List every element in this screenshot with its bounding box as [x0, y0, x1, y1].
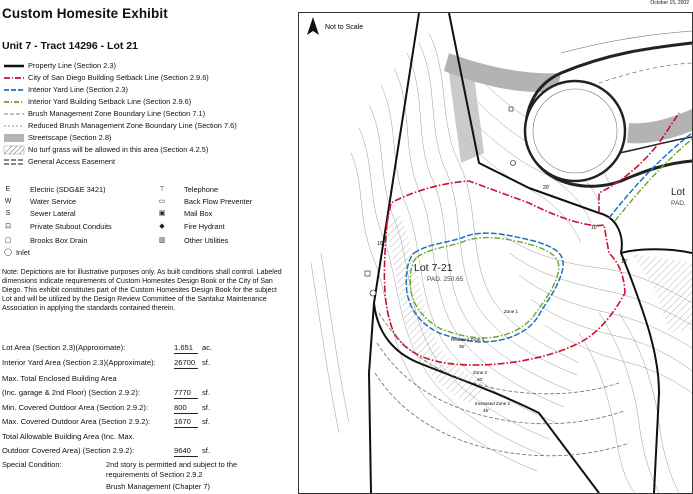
utility-label: Electric (SDG&E 3421): [30, 185, 106, 194]
stat-unit: ac.: [202, 343, 213, 352]
stat-max-enclosed: [2, 387, 211, 399]
utility-label: Other Utilities: [184, 236, 229, 245]
increased-zone-label: Increased Zone 2: [475, 401, 511, 406]
other-utilities-icon: ▥: [158, 237, 166, 244]
stat-value: 800: [174, 402, 198, 414]
zone-2-label: Zone 2: [473, 370, 488, 375]
stat-max-enclosed-heading: [2, 373, 117, 385]
stat-label: Max. Total Enclosed Building Area: [2, 374, 117, 383]
site-plan-map: [298, 12, 693, 494]
drain-icon: ▢: [4, 237, 12, 244]
special-condition-label: Special Condition:: [2, 460, 62, 469]
stat-unit: sf.: [202, 403, 211, 412]
legend-label: City of San Diego Building Setback Line (Section 2.9.6): [28, 73, 209, 82]
water-icon: W: [4, 198, 12, 205]
stat-unit: sf.: [202, 446, 211, 455]
stat-lot-area: [2, 342, 213, 354]
setback-dim-label: 10': [591, 225, 598, 231]
stat-yard-area: [2, 357, 211, 369]
legend-label: Interior Yard Line (Section 2.3): [28, 85, 128, 94]
hydrant-icon: ◆: [159, 223, 165, 230]
stat-label: (Inc. garage & 2nd Floor) (Section 2.9.2):: [2, 388, 141, 397]
conduit-icon: ⊡: [5, 223, 11, 230]
stat-label: Max. Covered Outdoor Area (Section 2.9.2):: [2, 417, 151, 426]
neighbor-lot-label: Lot: [671, 187, 685, 198]
stat-total-heading: [2, 431, 135, 443]
stat-max-covered: [2, 416, 211, 428]
no-turf-areas: [385, 213, 692, 403]
legend-panel: [0, 0, 293, 494]
legend-label: Property Line (Section 2.3): [28, 61, 116, 70]
stat-min-covered: [2, 402, 211, 414]
legend-label: General Access Easement: [28, 157, 116, 166]
stat-label: Min. Covered Outdoor Area (Section 2.9.2):: [2, 403, 149, 412]
legend-label: Streetscape (Section 2.8): [28, 133, 112, 142]
special-condition-text: 2nd story is permitted and subject to the requirements of Section 2.9.2: [106, 460, 238, 479]
legend-label: No turf grass will be allowed in this area (Section 4.2.5): [28, 145, 209, 154]
stat-total-allowable: [2, 445, 211, 457]
setback-dim-label: 20': [543, 185, 550, 191]
stat-value: 26700: [174, 357, 198, 369]
utility-label: Sewer Lateral: [30, 209, 76, 218]
zone-1-label: Zone 1: [504, 309, 519, 314]
neighbor-pad-label: PAD.: [671, 200, 686, 207]
utility-label: Fire Hydrant: [184, 222, 225, 231]
site-plan-drawing: [299, 13, 692, 493]
electric-icon: E: [5, 186, 11, 193]
utility-label: Back Flow Preventer: [184, 197, 253, 206]
reduced-zone-label: Reduced Zone 1: [451, 337, 485, 342]
setback-dim-label: 10': [621, 259, 628, 265]
stat-label: Total Allowable Building Area (Inc. Max.: [2, 432, 135, 441]
utility-label: Inlet: [16, 248, 30, 257]
utility-label: Water Service: [30, 197, 77, 206]
legend-label: Reduced Brush Management Zone Boundary Line (Section 7.6): [28, 121, 237, 130]
stat-unit: sf.: [202, 417, 211, 426]
stat-label: Outdoor Covered Area) (Section 2.9.2):: [2, 446, 135, 455]
lot-subtitle: Unit 7 - Tract 14296 - Lot 21: [2, 40, 138, 52]
telephone-icon: ⊤: [158, 186, 166, 193]
legend-label: Interior Yard Building Setback Line (Section 2.9.6): [28, 97, 192, 106]
mailbox-icon: ▣: [158, 210, 166, 217]
utility-label: Brooks Box Drain: [30, 236, 88, 245]
pad-elevation-label: PAD. 250.65: [427, 276, 464, 283]
stat-unit: sf.: [202, 358, 211, 367]
utility-label: Telephone: [184, 185, 219, 194]
page-title: Custom Homesite Exhibit: [2, 6, 168, 21]
north-arrow-icon: [307, 17, 319, 35]
stat-label: Lot Area (Section 2.3)(Approximate):: [2, 343, 126, 352]
stat-label: Interior Yard Area (Section 2.3)(Approximate):: [2, 358, 156, 367]
reduced-zone-dim: 35': [459, 344, 465, 349]
increased-zone-dim: 45': [483, 408, 489, 413]
utility-label: Private Stubout Conduits: [30, 222, 112, 231]
sewer-icon: S: [5, 210, 11, 217]
lot-label: Lot 7-21: [414, 262, 453, 274]
backflow-icon: ▭: [158, 198, 166, 205]
cul-de-sac-road: [525, 31, 692, 186]
stat-value: 1670: [174, 416, 198, 428]
brush-management-note: Brush Management (Chapter 7): [106, 482, 210, 491]
stat-value: 9640: [174, 445, 198, 457]
setback-dim-label: 10': [377, 241, 384, 247]
topographic-contours: [311, 33, 692, 493]
legend-label: Brush Management Zone Boundary Line (Section 7.1): [28, 109, 206, 118]
utility-label: Mail Box: [184, 209, 213, 218]
not-to-scale-label: Not to Scale: [325, 24, 364, 31]
disclaimer-note: Note: Depictions are for illustrative purposes only. As built conditions shall control. Labeled dimensions indicate requirements of Custom Homesites Design Book or the City of San Diego. This exhibit constitutes part of the Custom Homesites Design Book for the subject Lot and will be utilized by the Design Review Committee of the Santaluz Maintenance Association in applying the standards contained therein.: [2, 269, 282, 313]
stat-value: 1.651: [174, 342, 198, 354]
inlet-icon: ◯: [4, 249, 12, 256]
stat-value: 7770: [174, 387, 198, 399]
stat-unit: sf.: [202, 388, 211, 397]
zone-2-dim: 40': [477, 377, 483, 382]
exhibit-date: October 15, 2002: [650, 0, 689, 6]
